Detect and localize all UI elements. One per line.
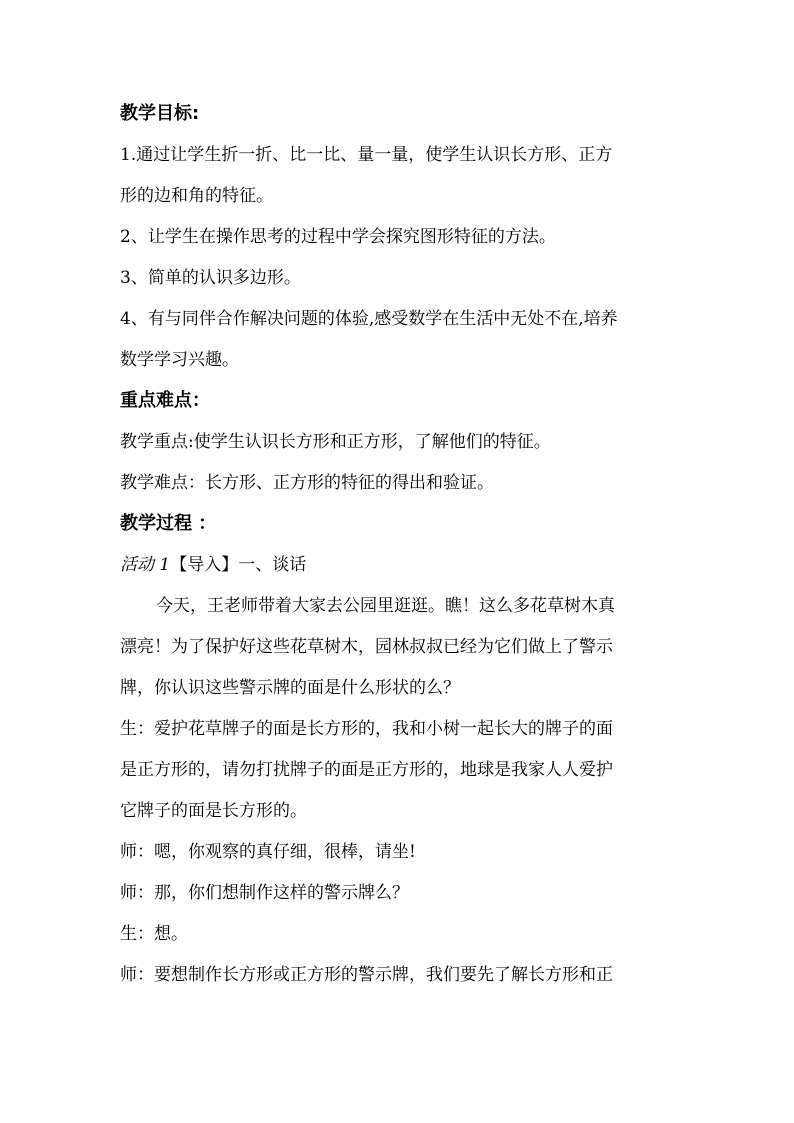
objectives-heading: 教学目标: [120,103,200,124]
activity-1-title-line [120,555,680,575]
intro-paragraph-line-3: 牌，你认识这些警示牌的面是什么形状的么？ [120,678,460,698]
objective-2: 2、让学生在操作思考的过程中学会探究图形特征的方法。 [120,227,556,247]
intro-paragraph-line-1: 今天，王老师带着大家去公园里逛逛。瞧！这么多花草树木真 [156,596,615,616]
student-response-1-line-2: 是正方形的，请勿打扰牌子的面是正方形的，地球是我家人人爱护 [120,760,613,780]
objective-1-line-1: 1.通过让学生折一折、比一比、量一量，使学生认识长方形、正方 [120,145,613,165]
teacher-line-3: 师：要想制作长方形或正方形的警示牌，我们要先了解长方形和正 [120,965,613,985]
objective-3: 3、简单的认识多边形。 [120,268,301,288]
process-heading: 教学过程 ： [120,513,217,534]
objective-1-line-2: 形的边和角的特征。 [120,186,273,206]
teacher-line-1: 师：嗯，你观察的真仔细，很棒，请坐! [120,842,416,862]
key-points-heading: 重点难点： [120,390,210,411]
student-response-1-line-3: 它牌子的面是长方形的。 [120,801,307,821]
student-response-1-line-1: 生：爱护花草牌子的面是长方形的，我和小树一起长大的牌子的面 [120,719,613,739]
student-response-2: 生：想。 [120,924,188,944]
intro-paragraph-line-2: 漂亮！为了保护好这些花草树木，园林叔叔已经为它们做上了警示 [120,637,613,657]
activity-1-title: 【导入】一、谈话 [170,555,307,575]
objective-4-line-1: 4、有与同伴合作解决问题的体验,感受数学在生活中无处不在,培养 [120,309,618,329]
teaching-focus: 教学重点:使学生认识长方形和正方形，了解他们的特征。 [120,432,551,452]
teacher-line-2: 师：那，你们想制作这样的警示牌么？ [120,883,409,903]
objective-4-line-2: 数学学习兴趣。 [120,350,239,370]
document-body [120,104,680,985]
teaching-difficulty: 教学难点：长方形、正方形的特征的得出和验证。 [120,473,494,493]
activity-1-label: 活动 1 [120,555,171,575]
